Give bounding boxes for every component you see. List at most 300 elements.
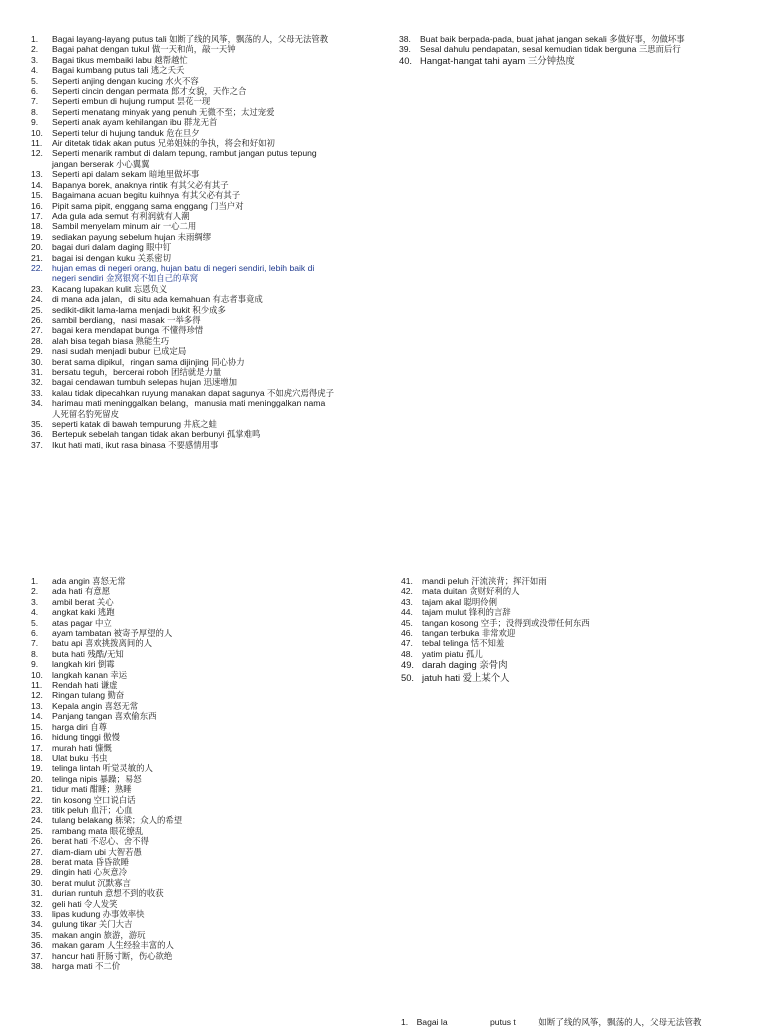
item-chinese-text: 旅游，游玩 [103, 929, 146, 940]
item-malay-text: Seperti menarik rambut di dalam tepung, rambut jangan putus tepung [52, 148, 317, 159]
item-malay-text: Panjang tangan [52, 711, 113, 722]
item-chinese-text: 暗地里做坏事 [148, 169, 200, 180]
item-malay-text: Bagai layang-layang putus tali [52, 34, 167, 44]
item-chinese-text: 做一天和尚，敲一天钟 [151, 44, 236, 55]
item-number: 36. [31, 940, 43, 951]
list-item [31, 618, 376, 628]
item-malay-text: Seperti cincin dengan permata [52, 86, 169, 97]
item-malay-text: Seperti embun di hujung rumput [52, 96, 175, 107]
cutoff-chinese: 如断了线的风筝，飘荡的人，父母无法管教 [538, 1018, 702, 1028]
item-chinese-text: 暴躁；易怒 [99, 773, 142, 784]
item-malay-text: makan angin [52, 929, 102, 940]
item-number: 43. [401, 596, 413, 607]
item-malay-text: Sambil menyelam minum air [52, 221, 161, 232]
item-chinese-text: 锋利的言辞 [468, 607, 511, 618]
item-number: 18. [31, 221, 43, 232]
item-malay-text: Seperti api dalam sekam [52, 169, 147, 180]
list-item [31, 857, 376, 867]
item-malay-text: seperti katak di bawah tempurung [52, 419, 181, 430]
item-number: 8. [31, 106, 39, 117]
item-malay-text: Ulat buku [52, 752, 89, 763]
list-item [401, 576, 746, 586]
item-number: 28. [31, 335, 43, 346]
item-chinese-text: 聪明伶俐 [463, 596, 498, 607]
item-malay-text: tulang belakang [52, 815, 113, 826]
list-item [31, 836, 376, 846]
item-chinese-text: 孤掌难鸣 [226, 429, 261, 440]
item-chinese-text: 迅速增加 [203, 377, 237, 388]
list-item [399, 44, 744, 54]
item-chinese-text: 井底之蛙 [183, 419, 217, 430]
item-chinese-text: 群龙无首 [183, 117, 218, 128]
list-item [31, 346, 376, 356]
list-item [31, 847, 376, 857]
item-number: 30. [31, 877, 43, 888]
cutoff-number: 1. [401, 1017, 409, 1027]
item-number: 27. [31, 846, 43, 857]
item-number: 3. [31, 54, 39, 65]
item-number: 46. [401, 628, 413, 639]
item-chinese-text: 勤奋 [107, 690, 125, 701]
item-number: 23. [31, 283, 43, 294]
list-item [31, 148, 376, 169]
item-chinese-text: 金窝银窝不如自己的草窝 [105, 273, 199, 284]
item-malay-text: di mana ada jalan，di situ ada kemahuan [52, 294, 211, 305]
list-item [31, 263, 376, 284]
item-malay-text: mata duitan [422, 586, 467, 597]
item-number: 20. [31, 773, 43, 784]
item-malay-text: langkah kanan [52, 669, 108, 680]
simpulan-bahasa-list-part1 [31, 576, 376, 971]
list-item [31, 815, 376, 825]
item-malay-text: Bagaimana acuan begitu kuihnya [52, 190, 180, 201]
item-chinese-text: 已成定局 [152, 346, 187, 357]
item-number: 22. [31, 794, 43, 805]
item-malay-text: dingin hati [52, 867, 92, 878]
item-number: 36. [31, 429, 43, 440]
item-malay-text: batu api [52, 638, 83, 649]
item-malay-text: rambang mata [52, 825, 108, 836]
item-malay-text: Ada gula ada semut [52, 210, 129, 221]
item-number: 19. [31, 231, 43, 242]
item-malay-text: harimau mati meninggalkan belang，manusia mati meninggalkan nama [52, 398, 326, 409]
list-item [31, 930, 376, 940]
item-malay-text: Pipit sama pipit, enggang sama enggang [52, 200, 208, 211]
list-item [31, 440, 376, 450]
item-number: 15. [31, 721, 43, 732]
item-number: 4. [31, 65, 39, 76]
item-chinese-text: 关系密切 [137, 252, 172, 263]
item-chinese-text: 恬不知羞 [470, 638, 505, 649]
item-chinese-text: 酣睡；熟睡 [89, 784, 132, 795]
item-chinese-text: 不忍心、舍不得 [90, 836, 149, 847]
item-malay-text: geli hati [52, 898, 82, 909]
item-chinese-text: 三分钟热度 [527, 55, 575, 67]
item-malay-text: diam-diam ubi [52, 846, 106, 857]
list-item [401, 597, 746, 607]
list-item [31, 763, 376, 773]
item-number: 21. [31, 252, 43, 263]
item-chinese-text: 兄弟姐妹的争执，将会和好如初 [157, 138, 275, 149]
list-item [31, 232, 376, 242]
item-number: 35. [31, 419, 43, 430]
item-chinese-text: 有利润就有人潮 [130, 210, 190, 221]
item-malay-text: mandi peluh [422, 576, 469, 586]
item-chinese-text: 忘恩负义 [133, 283, 168, 294]
list-item [31, 940, 376, 950]
item-number: 29. [31, 346, 43, 357]
item-number: 39. [399, 44, 411, 55]
list-item [31, 201, 376, 211]
item-number: 34. [31, 919, 43, 930]
item-chinese-text: 门当户对 [210, 200, 244, 211]
list-item [31, 951, 376, 961]
item-malay-text: kalau tidak dipecahkan ruyung manakan dapat sagunya [52, 387, 265, 398]
item-chinese-text: 一心二用 [162, 221, 197, 232]
item-malay-text: Bagai kumbang putus tali [52, 65, 149, 76]
item-number: 28. [31, 856, 43, 867]
list-item [31, 325, 376, 335]
item-number: 17. [31, 210, 43, 221]
item-number: 30. [31, 356, 43, 367]
list-item [31, 888, 376, 898]
item-malay-text: tin kosong [52, 794, 92, 805]
item-number: 5. [31, 617, 39, 628]
item-number: 48. [401, 648, 413, 659]
item-chinese-text: 倒霉 [97, 659, 115, 670]
item-malay-text: Kepala angin [52, 700, 103, 711]
list-item [31, 284, 376, 294]
list-item [401, 618, 746, 628]
list-item [31, 743, 376, 753]
list-item [31, 670, 376, 680]
item-malay-text: ayam tambatan [52, 628, 112, 639]
item-number: 14. [31, 711, 43, 722]
item-malay-text: Rendah hati [52, 680, 99, 691]
item-chinese-text: 非常欢迎 [481, 628, 516, 639]
item-malay-text: Bapanya borek, anaknya rintik [52, 179, 168, 190]
item-chinese-text: 越帮越忙 [154, 54, 188, 65]
list-item [31, 76, 376, 86]
item-number: 33. [31, 909, 43, 919]
item-malay-text: atas pagar [52, 617, 93, 628]
item-malay-text: Bagai tikus membaiki labu [52, 54, 152, 65]
item-malay-text: Hangat-hangat tahi ayam [420, 54, 526, 66]
list-item [31, 638, 376, 648]
list-item [31, 919, 376, 929]
item-chinese-text: 关心 [96, 596, 114, 607]
item-chinese-text: 眼中钉 [146, 242, 172, 253]
item-chinese-text: 残酷/无知 [87, 648, 124, 659]
item-chinese-text: 书虫 [90, 752, 108, 763]
item-number: 25. [31, 304, 43, 315]
item-malay-text: harga diri [52, 721, 88, 732]
item-number: 13. [31, 700, 43, 711]
item-chinese-text: 贪财好利的人 [469, 586, 520, 597]
item-number: 6. [31, 86, 39, 97]
item-malay-text: tebal telinga [422, 638, 469, 649]
item-malay-text: sambil berdiang，nasi masak [52, 314, 165, 325]
cutoff-text-a: Bagai la [416, 1017, 448, 1027]
item-malay-text: Seperti telur di hujung tanduk [52, 127, 164, 138]
item-malay-text: tangan terbuka [422, 628, 480, 639]
item-number: 37. [31, 950, 43, 961]
item-malay-text: darah daging [422, 659, 477, 671]
simpulan-bahasa-list-part2 [401, 576, 746, 685]
list-item [31, 253, 376, 263]
item-chinese-text: 有其父必有其子 [170, 179, 229, 190]
item-number: 10. [31, 669, 43, 680]
item-chinese-text: 血汗；心血 [90, 804, 133, 815]
peribahasa-list-part1 [31, 34, 376, 450]
item-malay-text: bagai kera mendapat bunga [52, 325, 160, 336]
item-number: 12. [31, 148, 43, 159]
item-number: 40. [399, 54, 413, 66]
item-malay-text: alah bisa tegah biasa [52, 335, 134, 346]
item-chinese-text: 大智若愚 [108, 846, 142, 857]
list-item [31, 315, 376, 325]
item-malay-text: sedikit-dikit lama-lama menjadi bukit [52, 304, 191, 315]
list-item [31, 753, 376, 763]
item-chinese-text: 无微不至；太过宠爱 [199, 106, 275, 117]
item-chinese-text: 喜怒无常 [104, 700, 139, 711]
item-malay-text: ada hati [52, 586, 83, 597]
item-number: 29. [31, 867, 43, 878]
item-chinese-text: 幸运 [110, 669, 128, 680]
item-number: 2. [31, 586, 39, 597]
item-malay-text: Bertepuk sebelah tangan tidak akan berbunyi [52, 429, 225, 440]
list-item [31, 34, 376, 44]
list-item [31, 357, 376, 367]
list-item [401, 659, 746, 672]
list-item [31, 680, 376, 690]
item-chinese-text: 有志者事竟成 [212, 294, 263, 305]
item-chinese-text: 沉默寡言 [97, 877, 131, 888]
list-item [31, 190, 376, 200]
item-chinese-text: 逃跑 [97, 607, 115, 618]
list-item [401, 638, 746, 648]
list-item [31, 169, 376, 179]
list-item [401, 586, 746, 596]
item-number: 7. [31, 638, 39, 649]
list-item [31, 398, 376, 419]
item-chinese-text: 眼花缭乱 [109, 825, 144, 836]
peribahasa-list-part2 [399, 34, 744, 68]
item-chinese-text: 不如虎穴焉得虎子 [267, 387, 334, 398]
item-number: 11. [31, 680, 43, 691]
item-number: 1. [31, 576, 39, 586]
item-number: 41. [401, 576, 413, 586]
item-chinese-text: 积少成多 [192, 304, 226, 315]
item-chinese-text: 慷慨 [95, 742, 112, 753]
list-item [31, 86, 376, 96]
item-chinese-text: 喜欢偷东西 [114, 711, 157, 722]
item-chinese-text: 昏昏欲睡 [95, 856, 129, 867]
list-item [31, 659, 376, 669]
item-chinese-text: 中立 [95, 617, 112, 628]
item-number: 31. [31, 367, 43, 377]
item-number: 4. [31, 607, 39, 618]
item-number: 24. [31, 294, 43, 305]
item-number: 34. [31, 398, 43, 409]
item-chinese-text: 昙花一现 [176, 96, 211, 107]
item-number: 38. [31, 961, 43, 972]
item-malay-text: ada angin [52, 576, 90, 586]
list-item [399, 34, 744, 44]
list-item [31, 55, 376, 65]
item-chinese-text: 空手；没得到或没带任何东西 [480, 617, 590, 628]
list-item [31, 607, 376, 617]
item-number: 2. [31, 44, 39, 55]
item-number: 15. [31, 190, 43, 201]
item-malay-text: buta hati [52, 648, 85, 659]
item-malay-text: telinga nipis [52, 773, 98, 784]
item-chinese-text: 傲慢 [103, 732, 120, 743]
list-item [31, 597, 376, 607]
item-number: 7. [31, 96, 39, 107]
item-number: 35. [31, 929, 43, 940]
item-chinese-text: 喜怒无常 [92, 576, 126, 586]
item-malay-text: harga mati [52, 961, 93, 972]
list-item [31, 909, 376, 919]
item-chinese-text: 熟能生巧 [135, 335, 170, 346]
item-chinese-text: 心灰意冷 [93, 867, 128, 878]
list-item [31, 180, 376, 190]
list-item [31, 107, 376, 117]
item-malay-text: hidung tinggi [52, 732, 101, 743]
item-chinese-text: 不二价 [95, 961, 121, 972]
item-malay-text: gulung tikar [52, 919, 97, 930]
item-number: 3. [31, 596, 39, 607]
item-number: 16. [31, 732, 43, 743]
item-chinese-text: 逃之夭夭 [150, 65, 185, 76]
item-continuation-text: 人死留名豹死留皮 [52, 408, 119, 419]
item-malay-text: murah hati [52, 742, 93, 753]
list-item [31, 242, 376, 252]
list-item [401, 607, 746, 617]
item-malay-text: langkah kiri [52, 659, 96, 670]
item-number: 33. [31, 387, 43, 398]
item-chinese-text: 团结就是力量 [170, 367, 222, 377]
item-chinese-text: 未雨绸缪 [177, 231, 212, 242]
item-malay-text: Seperti menatang minyak yang penuh [52, 106, 197, 117]
item-malay-text: Ikut hati mati, ikut rasa binasa [52, 439, 166, 450]
item-number: 42. [401, 586, 413, 597]
item-continuation [52, 159, 376, 169]
list-item [31, 388, 376, 398]
list-item [401, 672, 746, 685]
item-number: 14. [31, 179, 43, 190]
item-malay-text: Air ditetak tidak akan putus [52, 138, 156, 149]
list-item [31, 576, 376, 586]
item-chinese-text: 不懂得珍惜 [161, 325, 204, 336]
item-number: 27. [31, 325, 43, 336]
item-malay-text: berat sama dipikul，ringan sama dijinjing [52, 356, 209, 367]
item-number: 50. [401, 672, 415, 684]
item-chinese-text: 亲骨肉 [479, 660, 508, 672]
item-chinese-text: 被寄予厚望的人 [113, 628, 173, 639]
item-number: 10. [31, 127, 43, 138]
item-chinese-text: 令人发笑 [84, 898, 118, 909]
list-item [31, 419, 376, 429]
item-continuation [52, 273, 376, 283]
item-number: 49. [401, 659, 415, 671]
list-item [31, 429, 376, 439]
item-number: 25. [31, 825, 43, 836]
item-number: 1. [31, 34, 39, 44]
list-item [31, 722, 376, 732]
item-number: 32. [31, 898, 43, 909]
list-item [31, 586, 376, 596]
list-item [31, 128, 376, 138]
item-number: 23. [31, 804, 43, 815]
list-item [31, 805, 376, 815]
list-item [31, 367, 376, 377]
item-malay-text: titik peluh [52, 804, 89, 815]
item-number: 20. [31, 242, 43, 253]
item-chinese-text: 小心翼翼 [116, 158, 150, 169]
item-chinese-text: 多做好事，勿做坏事 [609, 34, 685, 44]
item-continuation-text: negeri sendiri [52, 273, 104, 284]
item-malay-text: bersatu teguh，bercerai roboh [52, 367, 169, 377]
item-malay-text: makan garam [52, 940, 105, 951]
list-item [31, 732, 376, 742]
item-number: 5. [31, 75, 39, 86]
item-number: 38. [399, 34, 411, 44]
item-malay-text: berat hati [52, 836, 88, 847]
list-item [31, 774, 376, 784]
item-continuation [52, 409, 376, 419]
item-number: 9. [31, 117, 39, 128]
list-item [31, 961, 376, 971]
item-number: 45. [401, 617, 413, 628]
item-number: 26. [31, 836, 43, 847]
list-item [31, 336, 376, 346]
item-number: 18. [31, 752, 43, 763]
item-malay-text: Bagai pahat dengan tukul [52, 44, 150, 55]
list-item [31, 867, 376, 877]
item-chinese-text: 如断了线的风筝，飘荡的人，父母无法管教 [169, 34, 329, 44]
cutoff-line [401, 1016, 761, 1028]
list-item [399, 55, 744, 68]
item-number: 17. [31, 742, 43, 753]
item-chinese-text: 肝肠寸断，伤心欲绝 [96, 950, 173, 961]
item-chinese-text: 有意愿 [84, 586, 111, 597]
item-chinese-text: 水火不容 [165, 75, 199, 86]
item-malay-text: hujan emas di negeri orang, hujan batu di negeri sendiri, lebih baik di [52, 262, 315, 273]
item-malay-text: berat mata [52, 856, 94, 867]
item-continuation-text: jangan berserak [52, 158, 114, 169]
list-item [31, 117, 376, 127]
item-number: 22. [31, 262, 43, 273]
item-chinese-text: 有其父必有其子 [181, 190, 241, 201]
list-item [31, 44, 376, 54]
item-number: 31. [31, 888, 43, 899]
item-malay-text: ambil berat [52, 596, 95, 607]
item-chinese-text: 郎才女貌，天作之合 [170, 86, 247, 97]
item-number: 13. [31, 169, 43, 180]
item-malay-text: telinga lintah [52, 763, 101, 774]
list-item [401, 628, 746, 638]
list-item [31, 649, 376, 659]
item-chinese-text: 空口说白话 [93, 794, 136, 805]
item-number: 11. [31, 138, 43, 149]
list-item [401, 649, 746, 659]
item-malay-text: nasi sudah menjadi bubur [52, 346, 151, 357]
item-chinese-text: 意想不到的收获 [105, 888, 164, 899]
list-item [31, 690, 376, 700]
item-number: 16. [31, 200, 43, 211]
